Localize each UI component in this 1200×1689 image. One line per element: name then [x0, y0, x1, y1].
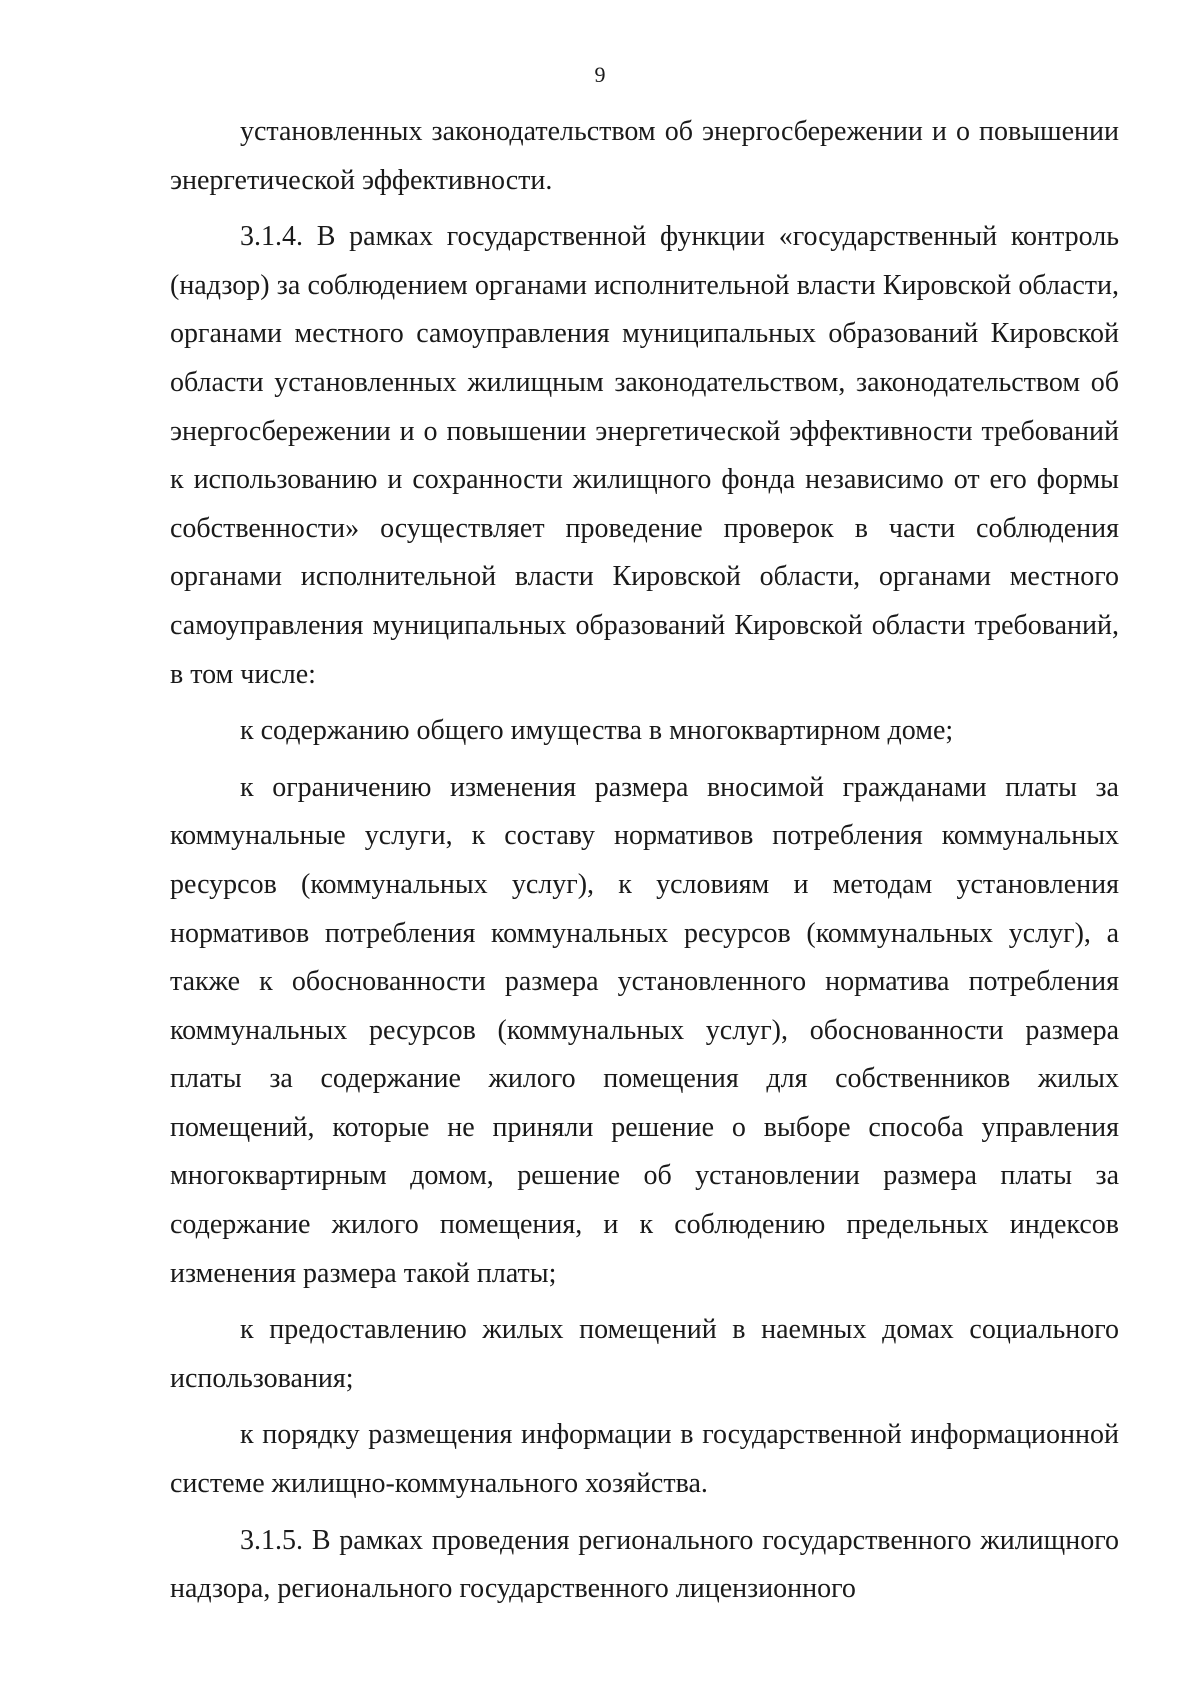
list-item-payment-limits: к ограничению изменения размера вносимой гражданами платы за коммунальные услуги, к составу нормативов потребления коммунальных ресурсов (коммунальных услуг), к условиям и методам установления нормативов потребления коммунальных ресурсов (коммунальных услуг), а также к обоснованности размера установленного норматива потребления коммунальных ресурсов (коммунальных услуг), обоснованности размера платы за содержание жилого помещения для собственников жилых помещений, которые не приняли решение о выборе способа управления многоквартирным домом, решение об установлении размера платы за содержание жилого помещения, и к соблюдению предельных индексов изменения размера такой платы; — [170, 771, 1119, 1289]
list-item-common-property: к содержанию общего имущества в многоквартирном доме; — [240, 715, 954, 747]
paragraph-continuation: установленных законодательством об энергосбережении и о повышении энергетической эффективности. — [170, 116, 1119, 196]
list-item-information-system: к порядку размещения информации в государственной информационной системе жилищно-коммунального хозяйства. — [170, 1419, 1119, 1500]
page-number: 9 — [594, 62, 606, 87]
document-body — [170, 108, 1119, 1614]
paragraph-3-1-5: 3.1.5. В рамках проведения регионального государственного жилищного надзора, регионального государственного лицензионного — [170, 1524, 1119, 1605]
list-item-social-housing: к предоставлению жилых помещений в наемных домах социального использования; — [170, 1314, 1119, 1394]
paragraph-3-1-4: 3.1.4. В рамках государственной функции «государственный контроль (надзор) за соблюдением органами исполнительной власти Кировской области, органами местного самоуправления муниципальных образований Кировской области установленных жилищным законодательством, законодательством об энергосбережении и о повышении энергетической эффективности требований к использованию и сохранности жилищного фонда независимо от его формы собственности» осуществляет проведение проверок в части соблюдения органами исполнительной власти Кировской области, органами местного самоуправления муниципальных образований Кировской области требований, в том числе: — [170, 221, 1119, 690]
